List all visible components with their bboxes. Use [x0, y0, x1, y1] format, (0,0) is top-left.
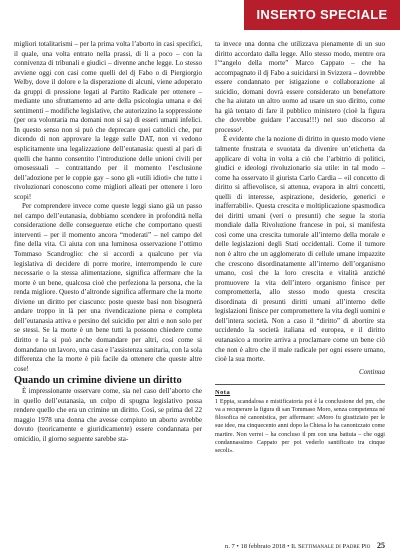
footer-separator: •	[236, 543, 241, 550]
paragraph: È impressionante osservare come, sia nel caso dell’aborto che in quello dell’eutanasia, un colpo di spugna legislativo possa rendere quello che era un crimine un diritto. Così, se prima del 22 maggio 1978 una donna che avesse compiuto un aborto avrebbe dovuto (teoricamente e giuridicamente) essere condannata per omicidio, il giorno seguente sarebbe sta-	[14, 387, 202, 443]
section-subheading: Quando un crimine diviene un diritto	[14, 375, 182, 387]
publication-name: Il Settimanale di Padre Pio	[291, 543, 371, 550]
page-footer	[215, 541, 385, 550]
paragraph: ta invece una donna che utilizzava pienamente di un suo diritto accordato dalla legge. Allo stesso modo, mentre ora l’“angelo della morte” Marco Cappato – che ha accompagnato il dj Fabo a suicidarsi in Svizzera – dovrebbe essere condannato per istigazione e collaborazione al suicidio, domani dovrà essere considerato un benefattore che ha aiutato un altro uomo ad usare un suo diritto, come ha già tentato di fare il pubblico ministero (cioè la figura che dovrebbe guidare l’accusa!!!) nel suo discorso al processo¹.	[215, 40, 385, 134]
header-band	[0, 0, 400, 30]
footnote: 1 Eppia, scandalosa e mistificatoria poi è la conclusione del pm, che va a recuperare la figura di san Tommaso Moro, senza competenza né filosofica né canonistica, per affermare: «Moro fu giustiziato per le sue idee, ma cinquecento anni dopo la Chiesa lo ha canonizzato come martire. Non verrei – ha concluso il pm con una battuta – che oggi condannassimo Cappato per poi vederlo santificato tra cinque secoli».	[215, 398, 386, 454]
paragraph: Per comprendere invece come queste leggi siano già un passo nel campo dell’eutanasia, dobbiamo scendere in profondità nella considerazione delle conseguenze etiche che comportano questi interventi – per il momento ancora “moderati” – nel campo del fine della vita. Ci aiuta con una luminosa osservazione l’ottimo Tommaso Scandroglio: che si accordi a qualcuno per via legislativa di decidere di porre morire, interrompendo le cure necessarie o la stessa alimentazione, significa affermare che la morte è un bene, qualcosa cioè che perfeziona la persona, che la renda migliore. Questo d’altronde significa affermare che la morte diviene un diritto per ciascuno: poste queste basi non bisognerà andare troppo in là per una rivendicazione piena e completa dell’eutanasia attiva e persino del suicidio per altri e non solo per se stessi. Se la morte è un bene tutti la possono chiedere come diritto e la si può anche domandare per altri, così come si domandano un lavoro, una casa e l’assistenza sanitaria, con la sola differenza che la morte è più facile da ottenere che queste altre cose!	[14, 202, 202, 373]
note-title: Nota	[215, 389, 231, 397]
right-column	[215, 40, 385, 455]
page-number: 25	[377, 541, 385, 550]
paragraph: migliori totalitarismi – per la prima volta l’aborto in casi specifici, il quale, una volta entrato nella prassi, di lì a poco – con la connivenza di tribunali e giudici – divenne anche legge. Lo stesso avviene oggi con casi come quelli del dj Fabo o di Piergiorgio Welby, dove il dolore e la disperazione di alcuni, viene adoperato da gruppi di pressione legati al Partito Radicale per ottenere – mediante uno sfruttamento ad arte della psicologia umana e dei sentimenti – modifiche legislative, che autorizzino la soppressione (per ora volontaria ma domani non si sa) di esseri umani infelici. In questo senso non si può che deprecare quei cattolici che, pur dicendo di non approvare la legge sulle DAT, non vi vedono esplicitamente una legalizzazione dell’eutanasia: questi al pari di quelli che hanno consentito l’introduzione delle unioni civili per omosessuali – contrattando per il momento l’esclusione dell’adozione per le coppie gay – sono gli «utili idioti» che tutte i rivoluzionari conoscono come migliori alleati per ottenere i loro scopi!	[14, 40, 202, 201]
continued-label: Continua	[358, 367, 385, 376]
issue-date: 18 febbraio 2018	[240, 543, 286, 550]
left-column	[14, 40, 202, 444]
paragraph: È evidente che la nozione di diritto in questo modo viene talmente frustrata e svuotata da divenire un’etichetta da applicare di volta in volta a ciò che l’arbitrio di politici, giudici e ideologi rivoluzionario sia utile: in tal modo – come ha osservato il giurista Carlo Cardia – «il concetto di diritto si affievolisce, si attenua, evapora in altri concetti, quelli di interesse, aspirazione, desiderio, generici e inafferrabili». Questa crescita e moltiplicazione spasmodica dei diritti umani (veri o presunti) che segue la storia mondiale dalla Rivoluzione francese in poi, si manifesta così come una crescita tumorale all’interno della morale e delle legislazioni degli Stati occidentali. Come il tumore non è altro che un agglomerato di cellule umane impazzite che crescono disordinatamente all’interno dell’organismo umano, così che la loro crescita e vitalità anziché promuovere la vita dell’intero organismo finisce per comprometterla, allo stesso modo questa crescita disordinata di presunti diritti umani all’interno delle legislazioni finisce per compromettere la vita degli uomini e dell’intera società. Non a caso il “diritto” di abortire sta uccidendo la società italiana ed europea, e il diritto eutanasico a morire arriva a proclamare come un bene ciò che non è altro che il male radicale per ogni essere umano, cioè la sua morte.	[215, 135, 385, 364]
divider	[215, 384, 385, 385]
footer-separator: •	[287, 543, 292, 550]
issue-number: n. 7	[224, 543, 235, 550]
section-label: INSERTO SPECIALE	[244, 0, 400, 30]
